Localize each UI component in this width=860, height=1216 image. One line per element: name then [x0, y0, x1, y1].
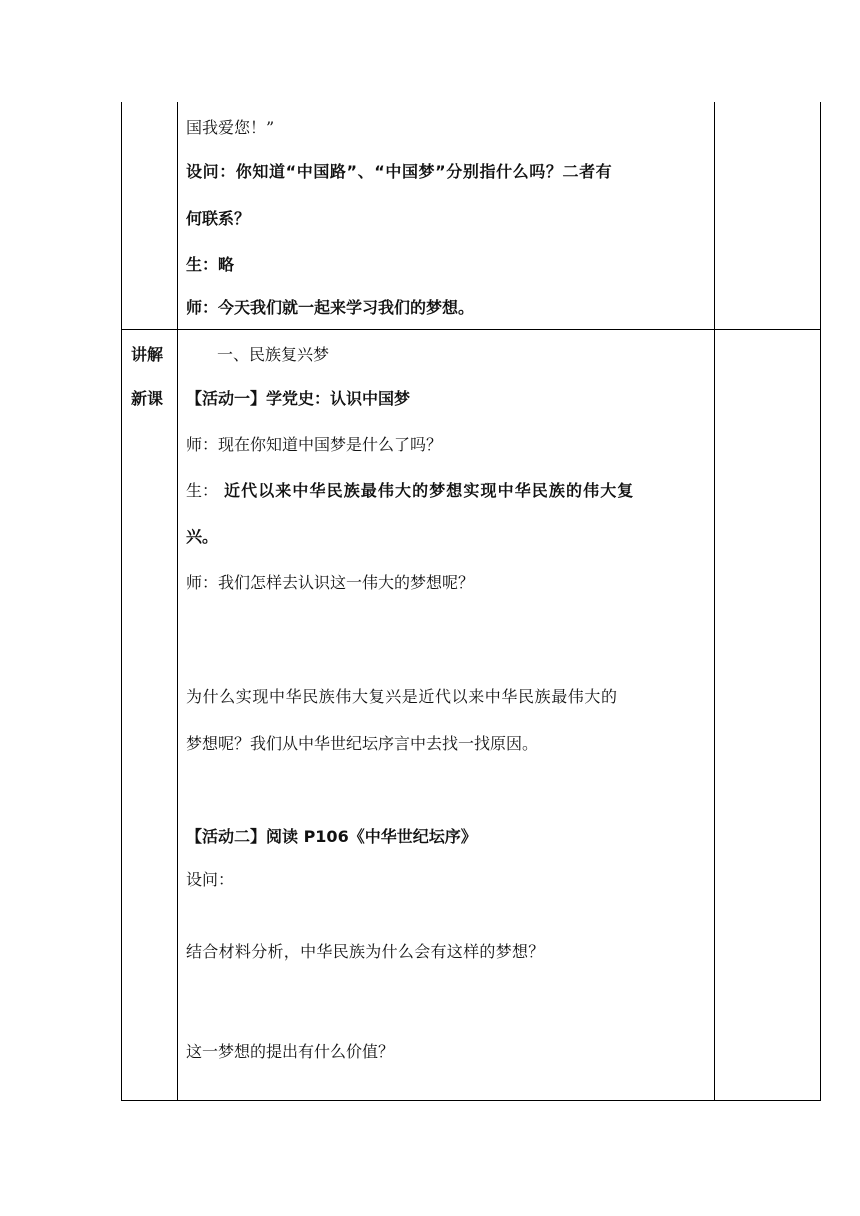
table-divider-label — [177, 102, 178, 1101]
activity-one-title: 【活动一】学党史：认识中国梦 — [186, 389, 411, 408]
teacher-question: 师：我们怎样去认识这一伟大的梦想呢？ — [186, 573, 475, 592]
table-border-left — [121, 102, 122, 1101]
paragraph-line: 为什么实现中华民族伟大复兴是近代以来中华民族最伟大的 — [186, 687, 618, 706]
question-item: 这一梦想的提出有什么价值？ — [186, 1042, 395, 1061]
question-label: 设问： — [186, 870, 235, 889]
question-text: 设问：你知道“中国路”、“中国梦”分别指什么吗？二者有 — [186, 162, 613, 181]
student-answer: 近代以来中华民族最伟大的梦想实现中华民族的伟大复 — [224, 481, 635, 500]
question-item: 结合材料分析，中华民族为什么会有这样的梦想？ — [186, 942, 545, 961]
table-border-right — [820, 102, 821, 1101]
table-divider-content — [714, 102, 715, 1101]
row-label-line1: 讲解 — [131, 345, 164, 364]
teacher-question: 师：现在你知道中国梦是什么了吗？ — [186, 435, 443, 454]
paragraph-line: 梦想呢？我们从中华世纪坛序言中去找一找原因。 — [186, 734, 539, 753]
question-text-cont: 何联系？ — [186, 209, 251, 228]
table-border-bottom — [121, 1100, 821, 1101]
row-label-line2: 新课 — [131, 389, 164, 408]
activity-two-title: 【活动二】阅读 P106《中华世纪坛序》 — [186, 827, 477, 846]
student-reply: 生：略 — [186, 255, 235, 274]
student-answer-cont: 兴。 — [186, 527, 219, 546]
teacher-statement: 师：今天我们就一起来学习我们的梦想。 — [186, 298, 475, 317]
text-line: 国我爱您！” — [186, 118, 275, 137]
section-heading: 一、民族复兴梦 — [217, 345, 330, 364]
table-row-separator — [121, 329, 821, 330]
student-prefix: 生： — [186, 481, 219, 500]
